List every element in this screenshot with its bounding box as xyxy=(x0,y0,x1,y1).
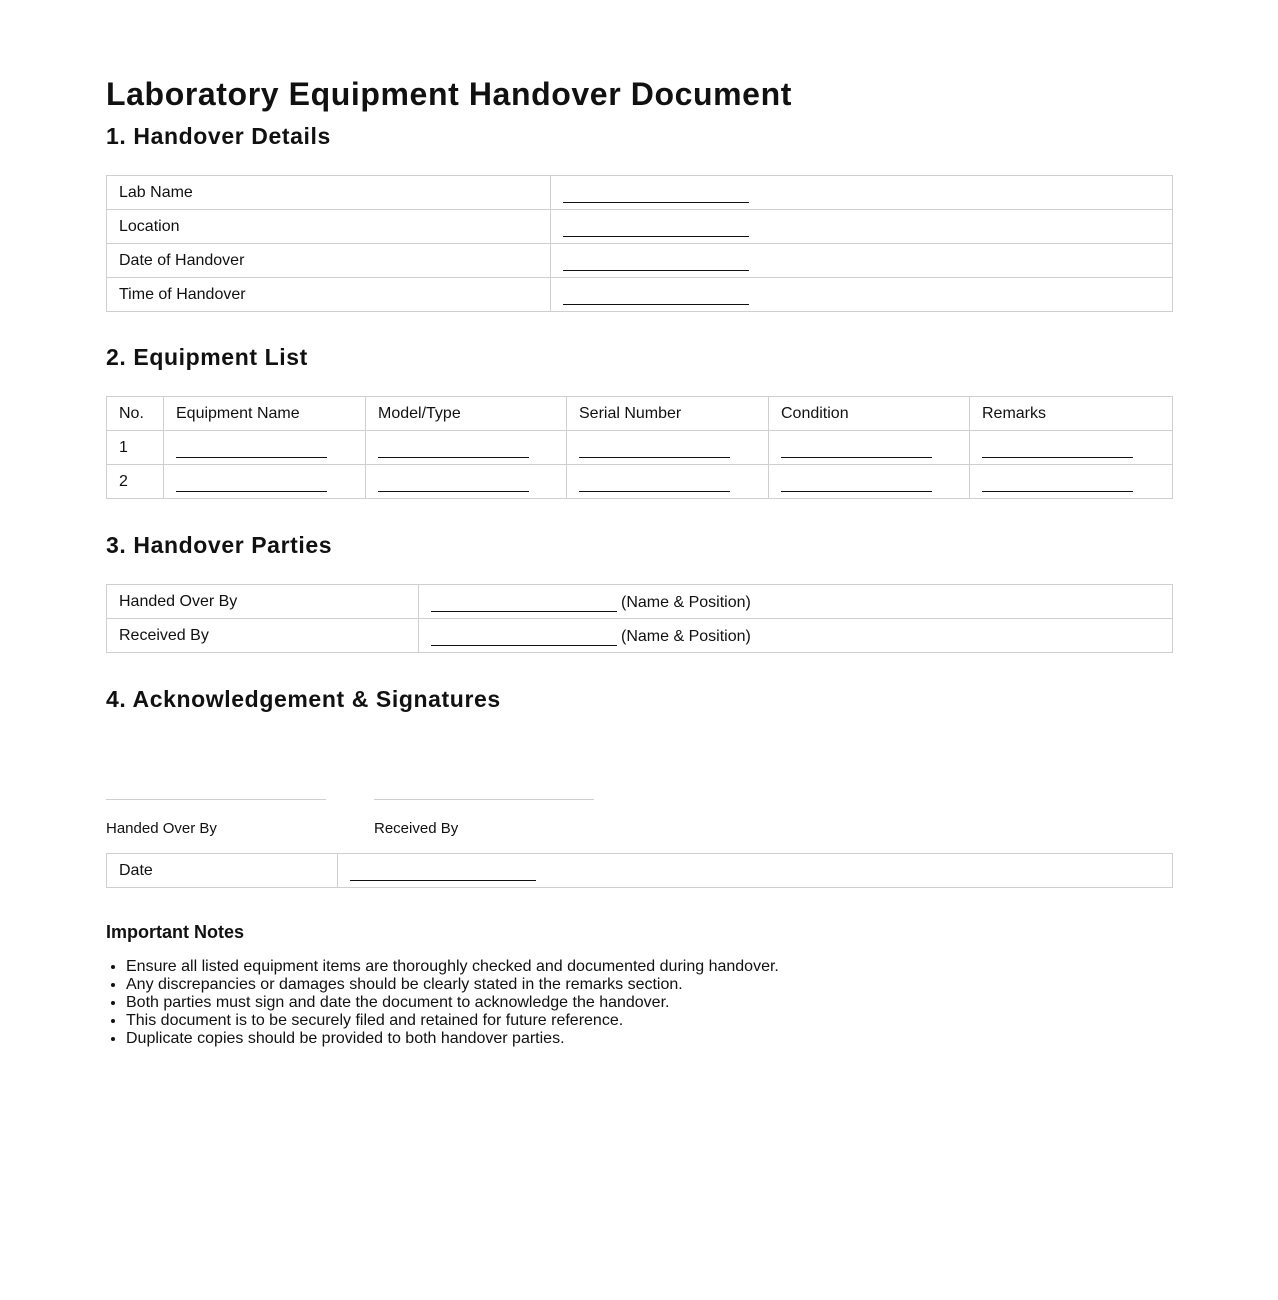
remarks-blank-line[interactable] xyxy=(982,471,1133,492)
field-value-cell xyxy=(551,176,1173,210)
signature-label-handed-over-by: Handed Over By xyxy=(106,820,217,837)
column-header-condition: Condition xyxy=(769,397,970,431)
location-blank-line[interactable] xyxy=(563,216,749,237)
condition-cell xyxy=(769,465,970,499)
table-row xyxy=(107,431,1173,465)
date-of-handover-blank-line[interactable] xyxy=(563,250,749,271)
serial-number-blank-line[interactable] xyxy=(579,437,730,458)
model-type-cell xyxy=(366,431,567,465)
field-label-lab-name: Lab Name xyxy=(107,176,551,210)
serial-number-cell xyxy=(567,465,769,499)
signature-line-received-by[interactable] xyxy=(374,799,594,800)
lab-name-blank-line[interactable] xyxy=(563,182,749,203)
condition-blank-line[interactable] xyxy=(781,471,932,492)
remarks-cell xyxy=(970,431,1173,465)
notes-list xyxy=(106,958,1172,1048)
serial-number-blank-line[interactable] xyxy=(579,471,730,492)
equipment-name-blank-line[interactable] xyxy=(176,471,327,492)
field-value-cell xyxy=(551,210,1173,244)
table-row xyxy=(107,244,1173,278)
field-label-date-of-handover: Date of Handover xyxy=(107,244,551,278)
column-header-no: No. xyxy=(107,397,164,431)
table-row xyxy=(107,854,1173,888)
section-heading-acknowledgement: 4. Acknowledgement & Signatures xyxy=(106,686,501,712)
field-value-cell xyxy=(551,244,1173,278)
table-row xyxy=(107,176,1173,210)
equipment-name-cell xyxy=(164,431,366,465)
table-row xyxy=(107,210,1173,244)
table-row xyxy=(107,619,1173,653)
list-item: • Duplicate copies should be provided to both handover parties. xyxy=(126,1030,1172,1048)
field-value-cell xyxy=(551,278,1173,312)
name-position-hint: (Name & Position) xyxy=(621,628,751,645)
field-label-handed-over-by: Handed Over By xyxy=(107,585,419,619)
table-row xyxy=(107,585,1173,619)
column-header-serial-number: Serial Number xyxy=(567,397,769,431)
field-label-received-by: Received By xyxy=(107,619,419,653)
important-notes-heading: Important Notes xyxy=(106,922,245,942)
condition-cell xyxy=(769,431,970,465)
section-heading-handover-parties: 3. Handover Parties xyxy=(106,532,333,558)
name-position-hint: (Name & Position) xyxy=(621,594,751,611)
equipment-name-cell xyxy=(164,465,366,499)
field-label-date: Date xyxy=(107,854,338,888)
field-value-cell xyxy=(338,854,1173,888)
table-header-row xyxy=(107,397,1173,431)
list-item: • Both parties must sign and date the document to acknowledge the handover. xyxy=(126,994,1172,1012)
signature-label-received-by: Received By xyxy=(374,820,459,837)
model-type-blank-line[interactable] xyxy=(378,471,529,492)
field-label-location: Location xyxy=(107,210,551,244)
column-header-equipment-name: Equipment Name xyxy=(164,397,366,431)
table-row xyxy=(107,465,1173,499)
equipment-name-blank-line[interactable] xyxy=(176,437,327,458)
date-blank-line[interactable] xyxy=(350,860,536,881)
handover-parties-table xyxy=(106,584,1173,653)
table-row xyxy=(107,278,1173,312)
remarks-blank-line[interactable] xyxy=(982,437,1133,458)
field-value-cell xyxy=(419,619,1173,653)
signature-area xyxy=(106,713,1172,853)
section-heading-equipment-list: 2. Equipment List xyxy=(106,344,308,370)
column-header-remarks: Remarks xyxy=(970,397,1173,431)
time-of-handover-blank-line[interactable] xyxy=(563,284,749,305)
handover-details-table xyxy=(106,175,1173,312)
received-by-blank-line[interactable] xyxy=(431,625,617,646)
model-type-blank-line[interactable] xyxy=(378,437,529,458)
document-title: Laboratory Equipment Handover Document xyxy=(106,76,792,112)
condition-blank-line[interactable] xyxy=(781,437,932,458)
remarks-cell xyxy=(970,465,1173,499)
list-item: • Any discrepancies or damages should be clearly stated in the remarks section. xyxy=(126,976,1172,994)
signature-line-handed-over-by[interactable] xyxy=(106,799,326,800)
model-type-cell xyxy=(366,465,567,499)
row-number: 1 xyxy=(107,431,164,465)
list-item: • This document is to be securely filed and retained for future reference. xyxy=(126,1012,1172,1030)
section-heading-handover-details: 1. Handover Details xyxy=(106,123,331,149)
list-item: • Ensure all listed equipment items are thoroughly checked and documented during handover. xyxy=(126,958,1172,976)
serial-number-cell xyxy=(567,431,769,465)
row-number: 2 xyxy=(107,465,164,499)
field-label-time-of-handover: Time of Handover xyxy=(107,278,551,312)
handed-over-by-blank-line[interactable] xyxy=(431,591,617,612)
column-header-model-type: Model/Type xyxy=(366,397,567,431)
equipment-list-table xyxy=(106,396,1173,499)
field-value-cell xyxy=(419,585,1173,619)
signature-date-table xyxy=(106,853,1173,888)
